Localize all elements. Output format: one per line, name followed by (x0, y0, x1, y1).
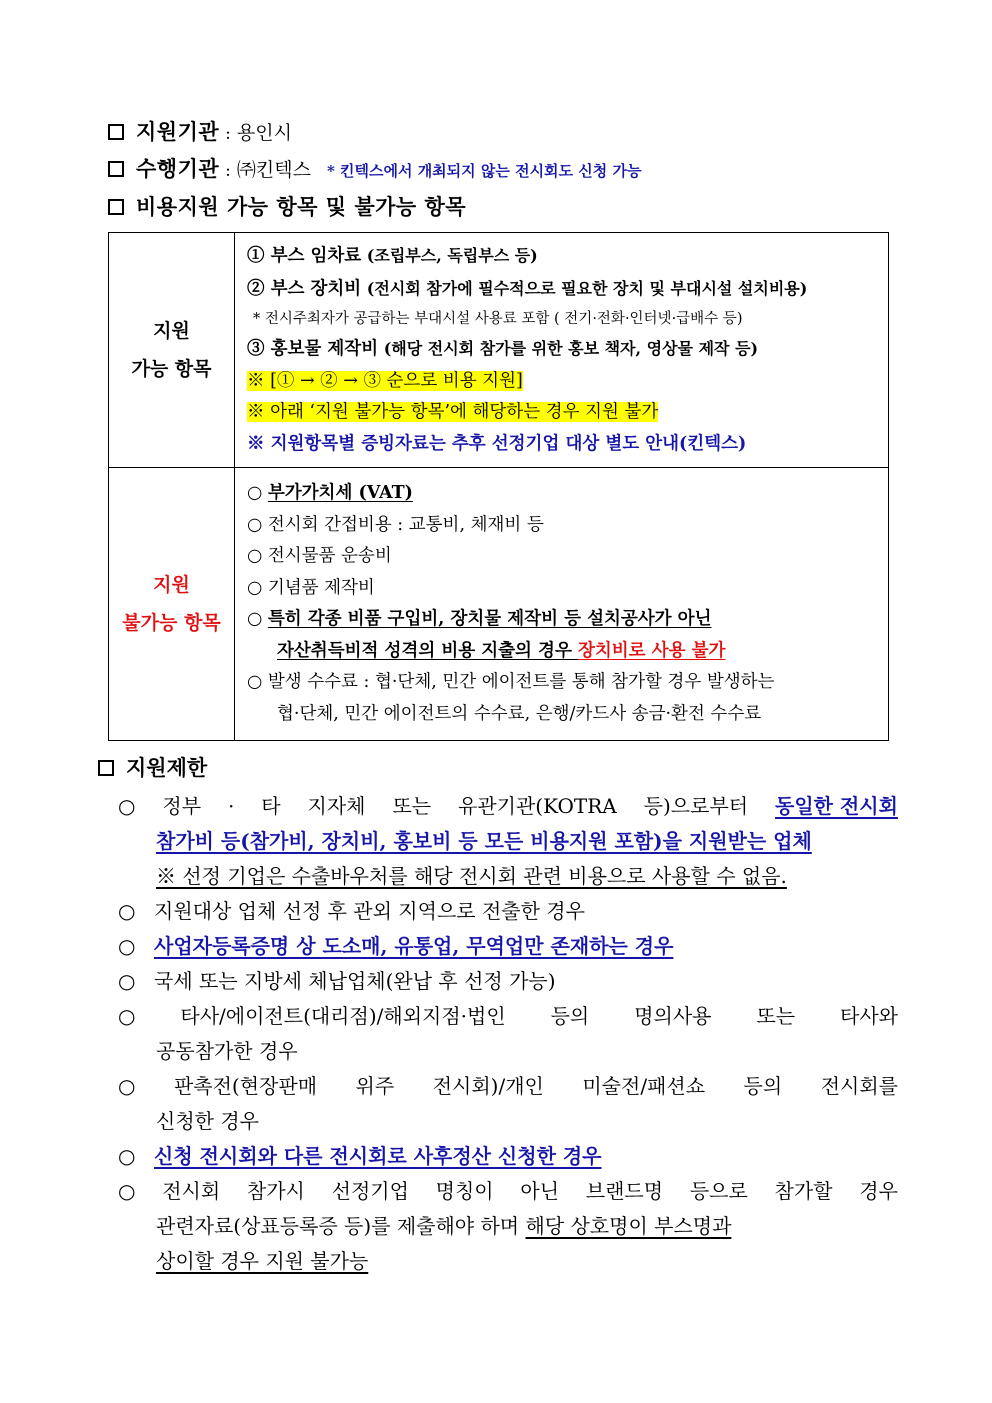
eligible-item-2 (247, 273, 888, 306)
item1-text: 부가가치세 (VAT) (267, 483, 413, 503)
limit-6-w4: 등의 (743, 1074, 783, 1098)
ineligible-item-5-cont (247, 636, 888, 668)
limit-7-text: 신청 전시회와 다른 전시회로 사후정산 신청한 경우 (154, 1144, 602, 1168)
item5-line1: 특히 각종 비품 구입비, 장치물 제작비 등 설치공사가 아닌 (267, 609, 712, 629)
limit-5-w2: 명의사용 (634, 1004, 712, 1028)
limit-1-emph: 동일한 전시회 (775, 794, 898, 818)
eligible-item-2-note: * 전시주최자가 공급하는 부대시설 사용료 포함 ( 전기·전화·인터넷·급배수 등) (253, 311, 743, 327)
limit-8-w3: 명칭이 (435, 1179, 494, 1203)
operator-line (108, 154, 641, 186)
limits-heading (98, 753, 207, 783)
limit-6-w1: 위주 (355, 1074, 395, 1098)
limit-5-line1 (118, 999, 898, 1034)
limit-6-w0: 판촉전(현장판매 (173, 1074, 318, 1098)
eligible-row (109, 233, 889, 468)
limit-6-w5: 전시회를 (820, 1074, 898, 1098)
agency-separator: : (225, 124, 231, 144)
checkbox-square-icon (108, 124, 124, 140)
items-title: 비용지원 가능 항목 및 불가능 항목 (136, 194, 467, 219)
checkbox-square-icon (108, 161, 124, 177)
circle-bullet-icon: ○ (118, 1004, 136, 1028)
limit-5-w3: 또는 (756, 1004, 796, 1028)
limit-8-line2a: 관련자료(상표등록증 등)를 제출해야 하며 (156, 1214, 526, 1238)
limit-8-w5: 브랜드명 (585, 1179, 664, 1203)
ineligible-item-2: ○ 전시회 간접비용 : 교통비, 체재비 등 (247, 514, 544, 535)
eligible-item-1 (247, 240, 888, 273)
ineligible-header-line1: 지원 (153, 574, 190, 596)
support-items-table (108, 232, 889, 741)
eligible-note-3: ※ 지원항목별 증빙자료는 추후 선정기업 대상 별도 안내(킨텍스) (247, 433, 747, 454)
limit-4-text: 국세 또는 지방세 체납업체(완납 후 선정 가능) (154, 969, 556, 993)
item5-line2a: 자산취득비적 성격의 비용 지출의 경우 (277, 640, 578, 661)
limit-3-text: 사업자등록증명 상 도소매, 유통업, 무역업만 존재하는 경우 (154, 934, 674, 958)
item2-sub: (전시회 참가에 필수적으로 필요한 장치 및 부대시설 설치비용) (366, 278, 808, 298)
limit-8-w1: 참가시 (246, 1179, 305, 1203)
limit-6-line1 (118, 1069, 898, 1104)
ineligible-items (235, 468, 889, 741)
limit-8-line2b: 해당 상호명이 부스명과 (525, 1214, 732, 1238)
limit-6-line2: 신청한 경우 (156, 1109, 259, 1133)
ineligible-item-5 (247, 604, 888, 636)
eligible-header-line1: 지원 (153, 320, 190, 342)
checkbox-square-icon (98, 760, 114, 776)
limit-6-w2: 전시회)/개인 (432, 1074, 544, 1098)
limit-8-line2 (118, 1209, 898, 1244)
eligible-items (235, 233, 889, 468)
item5-line2b: 장치비로 사용 불가 (577, 640, 726, 661)
operator-note: * 킨텍스에서 개최되지 않는 전시회도 신청 가능 (326, 162, 642, 180)
circle-bullet-icon: ○ (118, 1074, 136, 1098)
agency-value: 용인시 (236, 122, 292, 144)
note2-text: ※ 아래 ‘지원 불가능 항목’에 해당하는 경우 지원 불가 (247, 402, 659, 422)
limit-item-6 (118, 1069, 898, 1139)
limit-1-line3-text: ※ 선정 기업은 수출바우처를 해당 전시회 관련 비용으로 사용할 수 없음. (156, 864, 787, 888)
item1-main: ① 부스 임차료 (247, 246, 362, 266)
operator-value: ㈜킨텍스 (236, 159, 311, 181)
checkbox-square-icon (108, 199, 124, 215)
limit-5-w1: 등의 (550, 1004, 590, 1028)
agency-label: 지원기관 (136, 119, 220, 144)
limit-8-line1 (118, 1174, 898, 1209)
limit-item-5 (118, 999, 898, 1069)
ineligible-item-6: ○ 발생 수수료 : 협·단체, 민간 에이전트를 통해 참가할 경우 발생하는 (247, 672, 775, 692)
limit-2-text: 지원대상 업체 선정 후 관외 지역으로 전출한 경우 (154, 899, 585, 923)
limit-1-line2 (118, 824, 898, 859)
ineligible-header-line2: 불가능 항목 (122, 612, 221, 634)
limit-1-w1: · (227, 794, 235, 818)
eligible-header (109, 233, 235, 468)
limit-item-4 (118, 964, 898, 999)
limit-8-line3 (118, 1244, 898, 1279)
ineligible-item-6-cont: 협·단체, 민간 에이전트의 수수료, 은행/카드사 송금·환전 수수료 (277, 703, 762, 724)
eligible-note-2 (247, 397, 888, 429)
limit-1-w6: 등)으로부터 (643, 794, 749, 818)
ineligible-item-4: ○ 기념품 제작비 (247, 577, 375, 598)
limit-item-7 (118, 1139, 898, 1174)
item3-main: ③ 홍보물 제작비 (247, 339, 379, 359)
ineligible-header (109, 468, 235, 741)
limit-8-w6: 등으로 (689, 1179, 748, 1203)
limits-list (118, 789, 898, 1279)
limit-1-line3 (118, 859, 898, 894)
ineligible-item-1 (247, 478, 888, 510)
limit-5-w0: 타사/에이전트(대리점)/해외지점·법인 (180, 1004, 506, 1028)
limit-item-2 (118, 894, 898, 929)
circle-bullet-icon: ○ (118, 1179, 136, 1203)
limit-1-w2: 타 (261, 794, 281, 818)
items-title-line (108, 192, 466, 222)
circle-bullet-icon: ○ (118, 934, 136, 958)
item3-sub: (해당 전시회 참가를 위한 홍보 책자, 영상물 제작 등) (383, 339, 759, 358)
limit-item-3 (118, 929, 898, 964)
ineligible-item-3: ○ 전시물품 운송비 (247, 546, 392, 566)
circle-bullet-icon: ○ (118, 899, 136, 923)
limit-8-w8: 경우 (859, 1179, 898, 1203)
operator-separator: : (225, 161, 231, 181)
limits-title: 지원제한 (126, 755, 208, 780)
note1-text: ※ [① → ② → ③ 순으로 비용 지원] (247, 370, 523, 391)
item5-bullet: ○ (247, 609, 268, 629)
item1-sub: (조립부스, 독립부스 등) (366, 246, 538, 265)
circle-bullet-icon: ○ (118, 794, 136, 818)
eligible-header-line2: 가능 항목 (131, 358, 212, 380)
limit-1-w4: 또는 (392, 794, 432, 818)
ineligible-row (109, 468, 889, 741)
agency-line (108, 117, 292, 149)
circle-bullet-icon: ○ (118, 969, 136, 993)
limit-item-8 (118, 1174, 898, 1279)
eligible-item-3 (247, 333, 888, 366)
item2-main: ② 부스 장치비 (247, 278, 362, 299)
eligible-note-1 (247, 366, 888, 398)
limit-1-line1 (118, 789, 898, 824)
item1-bullet: ○ (247, 483, 268, 503)
limit-5-line2: 공동참가한 경우 (156, 1039, 298, 1063)
limit-5-w4: 타사와 (840, 1004, 898, 1028)
limit-item-1 (118, 789, 898, 894)
limit-8-w7: 참가할 (774, 1179, 833, 1203)
limit-8-w2: 선정기업 (331, 1179, 409, 1203)
limit-6-w3: 미술전/패션쇼 (582, 1074, 706, 1098)
limit-1-w5: 유관기관(KOTRA (458, 794, 617, 818)
circle-bullet-icon: ○ (118, 1144, 136, 1168)
limit-8-w0: 전시회 (162, 1179, 221, 1203)
limit-8-w4: 아닌 (520, 1179, 560, 1203)
limit-1-w0: 정부 (162, 794, 202, 818)
operator-label: 수행기관 (136, 156, 220, 181)
limit-1-line2-text: 참가비 등(참가비, 장치비, 홍보비 등 모든 비용지원 포함)을 지원받는 업체 (156, 829, 812, 853)
limit-8-line3-text: 상이할 경우 지원 불가능 (156, 1249, 369, 1273)
limit-1-w3: 지자체 (307, 794, 366, 818)
